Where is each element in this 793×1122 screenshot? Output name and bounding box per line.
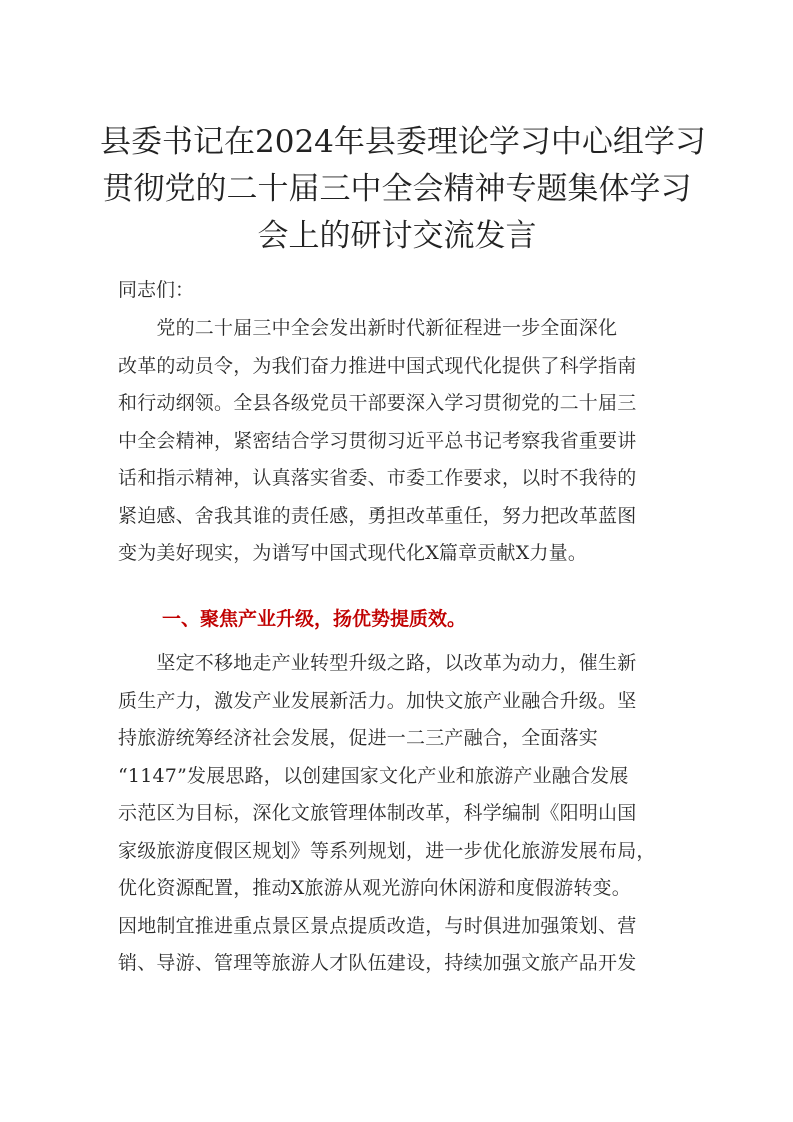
paragraph-line: 销、导游、管理等旅游人才队伍建设，持续加强文旅产品开发 (118, 952, 637, 974)
paragraph-line: “1147”发展思路，以创建国家文化产业和旅游产业融合发展 (118, 764, 629, 787)
paragraph-intro (118, 310, 674, 573)
paragraph-line: 家级旅游度假区规划》等系列规划，进一步优化旅游发展布局， (118, 839, 656, 862)
paragraph-line: 和行动纲领。全县各级党员干部要深入学习贯彻党的二十届三 (118, 392, 637, 414)
title-line-1: 县委书记在2024年县委理论学习中心组学习 (100, 124, 706, 160)
document-title (100, 119, 706, 260)
paragraph-line: 中全会精神，紧密结合学习贯彻习近平总书记考察我省重要讲 (118, 429, 637, 452)
paragraph-line: 因地制宜推进重点景区景点提质改造，与时俱进加强策划、营 (118, 914, 637, 937)
paragraph-line: 党的二十届三中全会发出新时代新征程进一步全面深化 (118, 317, 618, 339)
paragraph-line: 示范区为目标，深化文旅管理体制改革，科学编制《阳明山国 (118, 802, 637, 824)
paragraph-section-1 (118, 645, 674, 983)
paragraph-line: 变为美好现实，为谱写中国式现代化X篇章贡献X力量。 (118, 542, 588, 564)
title-line-3: 会上的研讨交流发言 (257, 218, 537, 254)
section-heading-1: 一、聚焦产业升级，扬优势提质效。 (162, 608, 467, 630)
title-line-2: 贯彻党的二十届三中全会精神专题集体学习 (102, 171, 692, 207)
paragraph-line: 优化资源配置，推动X旅游从观光游向休闲游和度假游转变。 (118, 877, 631, 899)
paragraph-line: 坚定不移地走产业转型升级之路，以改革为动力，催生新 (118, 652, 637, 674)
paragraph-line: 改革的动员令，为我们奋力推进中国式现代化提供了科学指南 (118, 354, 637, 377)
paragraph-line: 质生产力，激发产业发展新活力。加快文旅产业融合升级。坚 (118, 689, 637, 712)
paragraph-line: 持旅游统筹经济社会发展，促进一二三产融合，全面落实 (118, 727, 599, 749)
paragraph-line: 话和指示精神，认真落实省委、市委工作要求，以时不我待的 (118, 467, 637, 489)
greeting: 同志们： (118, 279, 195, 301)
paragraph-line: 紧迫感、舍我其谁的责任感，勇担改革重任，努力把改革蓝图 (118, 504, 637, 527)
